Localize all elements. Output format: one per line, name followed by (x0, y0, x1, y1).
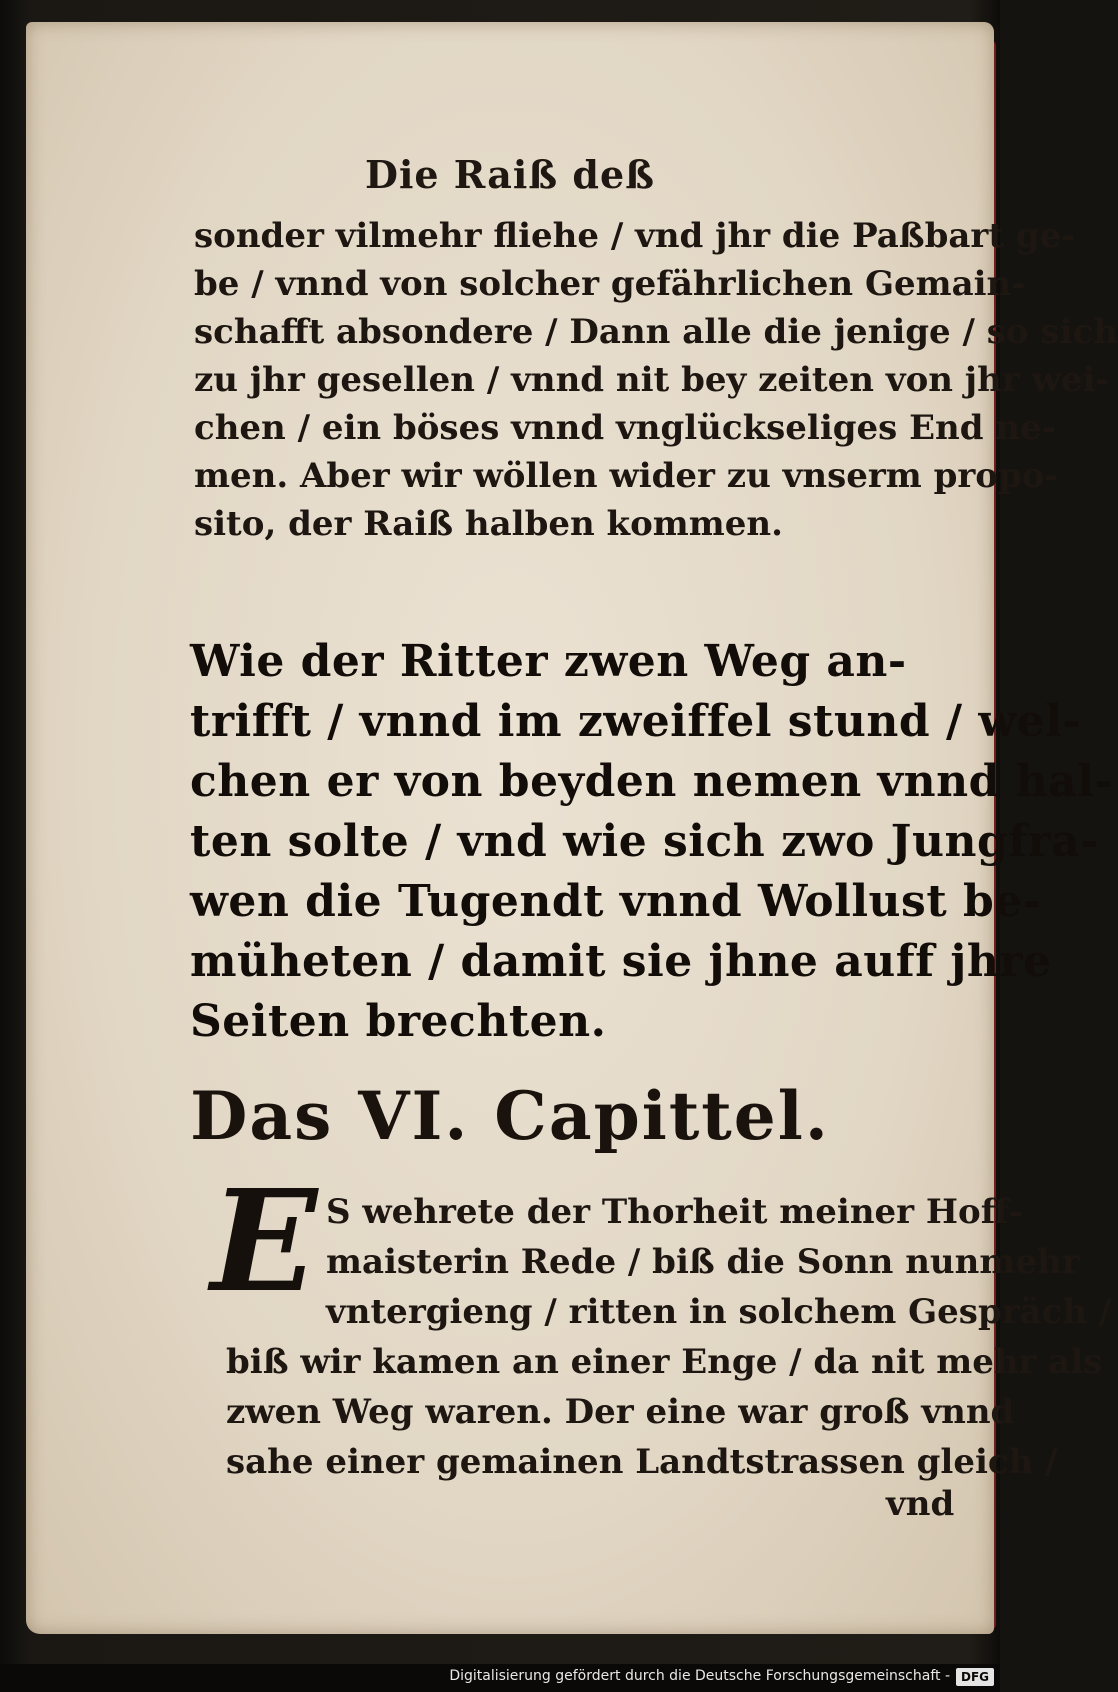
body-line: men. Aber wir wöllen wider zu vnserm propo- (194, 456, 1059, 496)
chapter-summary (190, 632, 1114, 1052)
decorated-initial: E (210, 1160, 318, 1324)
catchword: vnd (886, 1484, 955, 1524)
body-line: chen / ein böses vnnd vnglückseliges End ne- (194, 408, 1056, 448)
chapter-line: maisterin Rede / biß die Sonn nunmehr (326, 1242, 1080, 1282)
chapter-line: vntergieng / ritten in solchem Gespräch / (326, 1292, 1112, 1332)
summary-line: müheten / damit sie jhne auff jhre (190, 936, 1052, 987)
chapter-line: sahe einer gemainen Landtstrassen gleich / (226, 1442, 1058, 1482)
book-page (26, 22, 1118, 1634)
body-text (194, 212, 1118, 548)
running-head: Die Raiß deß (364, 152, 656, 197)
footer-credit: Digitalisierung gefördert durch die Deutsche Forschungsgemeinschaft - (449, 1668, 950, 1684)
body-line: zu jhr gesellen / vnnd nit bey zeiten von jhr wei- (194, 360, 1110, 400)
body-line: schafft absondere / Dann alle die jenige / so sich (194, 312, 1118, 352)
summary-line: chen er von beyden nemen vnnd hal- (190, 756, 1114, 807)
chapter-body-indented (326, 1187, 1112, 1337)
chapter-body (226, 1337, 1103, 1487)
chapter-line: zwen Weg waren. Der eine war groß vnnd (226, 1392, 1015, 1432)
dfg-logo: DFG (956, 1668, 994, 1686)
body-line: sonder vilmehr fliehe / vnd jhr die Paßbart ge- (194, 216, 1076, 256)
summary-line: wen die Tugendt vnnd Wollust be- (190, 876, 1042, 927)
chapter-line: biß wir kamen an einer Enge / da nit mehr als (226, 1342, 1103, 1382)
summary-line: ten solte / vnd wie sich zwo Jungfra- (190, 816, 1100, 867)
summary-line: Seiten brechten. (190, 996, 607, 1047)
body-line: be / vnnd von solcher gefährlichen Gemain- (194, 264, 1026, 304)
summary-line: trifft / vnnd im zweiffel stund / wel- (190, 696, 1082, 747)
chapter-line: S wehrete der Thorheit meiner Hoff- (326, 1192, 1023, 1232)
chapter-title: Das VI. Capittel. (190, 1077, 830, 1155)
body-line: sito, der Raiß halben kommen. (194, 504, 783, 544)
summary-line: Wie der Ritter zwen Weg an- (190, 636, 907, 687)
